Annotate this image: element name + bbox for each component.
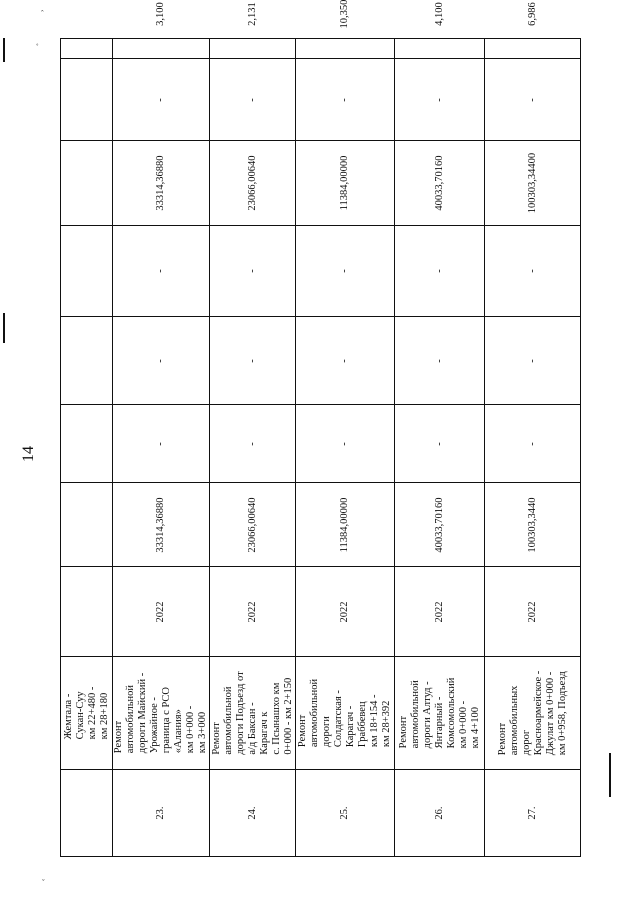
table-cell-c2 (61, 316, 112, 404)
table-cell-year1 (296, 566, 394, 656)
cell-text-length: 6,986 (526, 2, 538, 26)
binding-mark-middle (3, 313, 5, 343)
table-cell-c3 (296, 225, 394, 316)
name-line: а/д Баксан - (246, 702, 258, 755)
cell-text-amount2: 23066,00640 (246, 155, 258, 211)
table-cell-name (485, 656, 580, 769)
table-cell-length (210, 0, 295, 58)
table-cell-amount2 (485, 140, 580, 225)
cell-text-length: 4,100 (433, 2, 445, 26)
cell-text-amount: 100303,3440 (526, 496, 538, 553)
cell-text-amount2: 11384,00000 (339, 155, 350, 211)
table-cell-c3 (210, 225, 295, 316)
cell-text-length: 3,100 (155, 2, 166, 26)
cell-text-amount2: 40033,70160 (433, 155, 445, 211)
cell-text-name (113, 673, 209, 753)
table-cell-name (61, 656, 112, 769)
table-cell-c2 (210, 316, 295, 404)
cell-text-c4: - (433, 97, 445, 102)
table-cell-amount2 (61, 140, 112, 225)
table-cell-year1 (113, 566, 209, 656)
name-line: граница с РСО (161, 686, 172, 754)
table-cell-name (210, 656, 295, 769)
name-line: Ремонт (297, 714, 308, 748)
table-cell-c1 (296, 404, 394, 482)
name-line: км 3+000 (197, 711, 208, 754)
name-line: автомобильных (508, 685, 520, 756)
name-line: км 0+958, Подъезд (556, 671, 568, 756)
cell-text-num: 27. (526, 806, 538, 820)
name-line: автомобильной (125, 684, 136, 754)
table-cell-amount (210, 482, 295, 566)
cell-text-amount: 23066,00640 (246, 496, 258, 553)
name-line: дороги Алтуд - (421, 681, 433, 749)
table-cell-c1 (210, 404, 295, 482)
cell-text-c4: - (246, 97, 258, 102)
name-line: дороги Майский - (137, 672, 148, 754)
name-line: «Алания» (173, 709, 184, 754)
table-row (61, 39, 113, 856)
name-line: км 0+000 - (457, 700, 469, 749)
table-cell-c1 (113, 404, 209, 482)
table-cell-c1 (395, 404, 484, 482)
table-row (113, 2, 210, 856)
name-line: Карагач - (345, 705, 356, 748)
cell-text-year1: 2022 (526, 601, 538, 622)
cell-text-c4: - (526, 97, 538, 102)
cell-text-c3: - (155, 269, 166, 273)
cell-text-c2: - (433, 358, 445, 363)
name-line: км 18+154 - (369, 694, 380, 748)
name-line: Джулат км 0+000 - (544, 671, 556, 756)
name-line: Комсомольский (445, 677, 457, 749)
cell-text-name (297, 679, 393, 747)
cell-text-c4: - (155, 97, 166, 102)
cell-text-c1: - (526, 441, 538, 446)
speck-1: ˆ (41, 9, 44, 18)
binding-mark-top (3, 38, 5, 62)
table-cell-c1 (485, 404, 580, 482)
name-line: км 22+480 - (86, 686, 98, 740)
table-row (485, 2, 580, 856)
table-cell-year1 (395, 566, 484, 656)
cell-text-num: 25. (339, 806, 350, 820)
cell-text-num: 24. (246, 806, 258, 820)
name-line: Жемтала - (62, 693, 74, 740)
table-cell-num (296, 769, 394, 856)
cell-text-year1: 2022 (246, 601, 258, 622)
cell-text-c3: - (339, 269, 350, 273)
speck-3: ˇ (42, 878, 45, 887)
table-cell-num (210, 769, 295, 856)
table-cell-length (395, 0, 484, 58)
name-line: Солдатская - (333, 690, 344, 748)
cell-text-length: 2,131 (246, 2, 258, 26)
table-cell-c2 (296, 316, 394, 404)
cell-text-amount: 11384,00000 (339, 497, 350, 552)
cell-text-c2: - (339, 358, 350, 363)
table-cell-amount (485, 482, 580, 566)
table-cell-num (113, 769, 209, 856)
table-cell-num (61, 769, 112, 856)
name-line: дороги (321, 716, 332, 748)
cell-text-name (63, 687, 111, 740)
table-cell-amount2 (395, 140, 484, 225)
cell-text-amount: 33314,36880 (155, 496, 166, 553)
table-cell-length (485, 0, 580, 58)
cell-text-c1: - (246, 441, 258, 446)
cell-text-name (398, 678, 482, 749)
table-cell-c2 (113, 316, 209, 404)
table-cell-length (113, 0, 209, 58)
cell-text-c3: - (526, 269, 538, 273)
table-cell-c4 (210, 58, 295, 140)
table-cell-name (113, 656, 209, 769)
table-cell-num (395, 769, 484, 856)
table-row (210, 2, 296, 856)
cell-text-amount: 40033,70160 (433, 496, 445, 553)
name-line: Карагач к (258, 711, 270, 755)
table-cell-year1 (61, 566, 112, 656)
table-cell-year1 (485, 566, 580, 656)
table-cell-name (296, 656, 394, 769)
table-cell-amount (61, 482, 112, 566)
table-cell-amount (296, 482, 394, 566)
cell-text-c4: - (339, 97, 350, 102)
table-cell-c3 (395, 225, 484, 316)
table-cell-c3 (485, 225, 580, 316)
cell-text-c2: - (155, 358, 166, 363)
cell-text-length: 10,350 (339, 0, 350, 29)
cell-text-name (211, 671, 295, 754)
table-cell-c4 (485, 58, 580, 140)
name-line: автомобильной (222, 686, 234, 755)
cell-text-year1: 2022 (433, 601, 445, 622)
name-line: 0+000 - км 2+150 (282, 677, 294, 755)
name-line: Ремонт (496, 722, 508, 756)
cell-text-num: 26. (433, 806, 445, 820)
cell-text-c3: - (433, 269, 445, 273)
cell-text-year1: 2022 (155, 601, 166, 622)
table-cell-c1 (61, 404, 112, 482)
table-cell-length (296, 0, 394, 58)
binding-mark-bottom (609, 753, 611, 797)
name-line: км 28+392 (381, 700, 392, 748)
name-line: автомобильной (409, 680, 421, 749)
table-cell-amount (395, 482, 484, 566)
name-line: дорог (520, 729, 532, 756)
table-cell-c4 (113, 58, 209, 140)
table-cell-num (485, 769, 580, 856)
table-cell-c4 (395, 58, 484, 140)
cell-text-year1: 2022 (339, 601, 350, 622)
cell-text-c1: - (339, 441, 350, 446)
table-cell-amount2 (113, 140, 209, 225)
data-table (60, 0, 581, 857)
name-line: с. Псынашхо км (270, 682, 282, 755)
name-line: Сукан-Суу (74, 691, 86, 740)
cell-text-num: 23. (155, 806, 166, 820)
cell-text-c3: - (246, 269, 258, 273)
cell-text-amount2: 33314,36880 (155, 155, 166, 211)
table-cell-amount2 (296, 140, 394, 225)
table-cell-amount (113, 482, 209, 566)
table-cell-c3 (113, 225, 209, 316)
name-line: Янтарный - (433, 696, 445, 749)
table-row (395, 2, 485, 856)
table-row (296, 0, 395, 856)
table-cell-c4 (296, 58, 394, 140)
table-cell-amount2 (210, 140, 295, 225)
name-line: дороги Подъезд от (234, 671, 246, 755)
cell-text-c2: - (526, 358, 538, 363)
name-line: Урожайное - (149, 697, 160, 754)
cell-text-c1: - (155, 441, 166, 446)
name-line: км 4+100 (469, 707, 481, 749)
cell-text-c2: - (246, 358, 258, 363)
table-cell-c3 (61, 225, 112, 316)
name-line: Ремонт (397, 715, 409, 749)
name-line: км 0+000 - (185, 705, 196, 754)
cell-text-name (497, 671, 569, 756)
name-line: Красноармейское - (532, 670, 544, 756)
table-cell-c2 (485, 316, 580, 404)
name-line: Ремонт (113, 720, 124, 754)
name-line: Граббевец (357, 701, 368, 748)
cell-text-amount2: 100303,34400 (526, 152, 538, 214)
page-number: 14 (20, 446, 37, 462)
table-cell-year1 (210, 566, 295, 656)
cell-text-c1: - (433, 441, 445, 446)
name-line: автомобильной (309, 678, 320, 748)
table-cell-name (395, 656, 484, 769)
table-cell-c4 (61, 58, 112, 140)
table-cell-length (61, 0, 112, 58)
name-line: км 28+180 (98, 692, 110, 740)
table-cell-c2 (395, 316, 484, 404)
name-line: Ремонт (210, 722, 222, 755)
speck-2: ˚ (36, 43, 39, 52)
